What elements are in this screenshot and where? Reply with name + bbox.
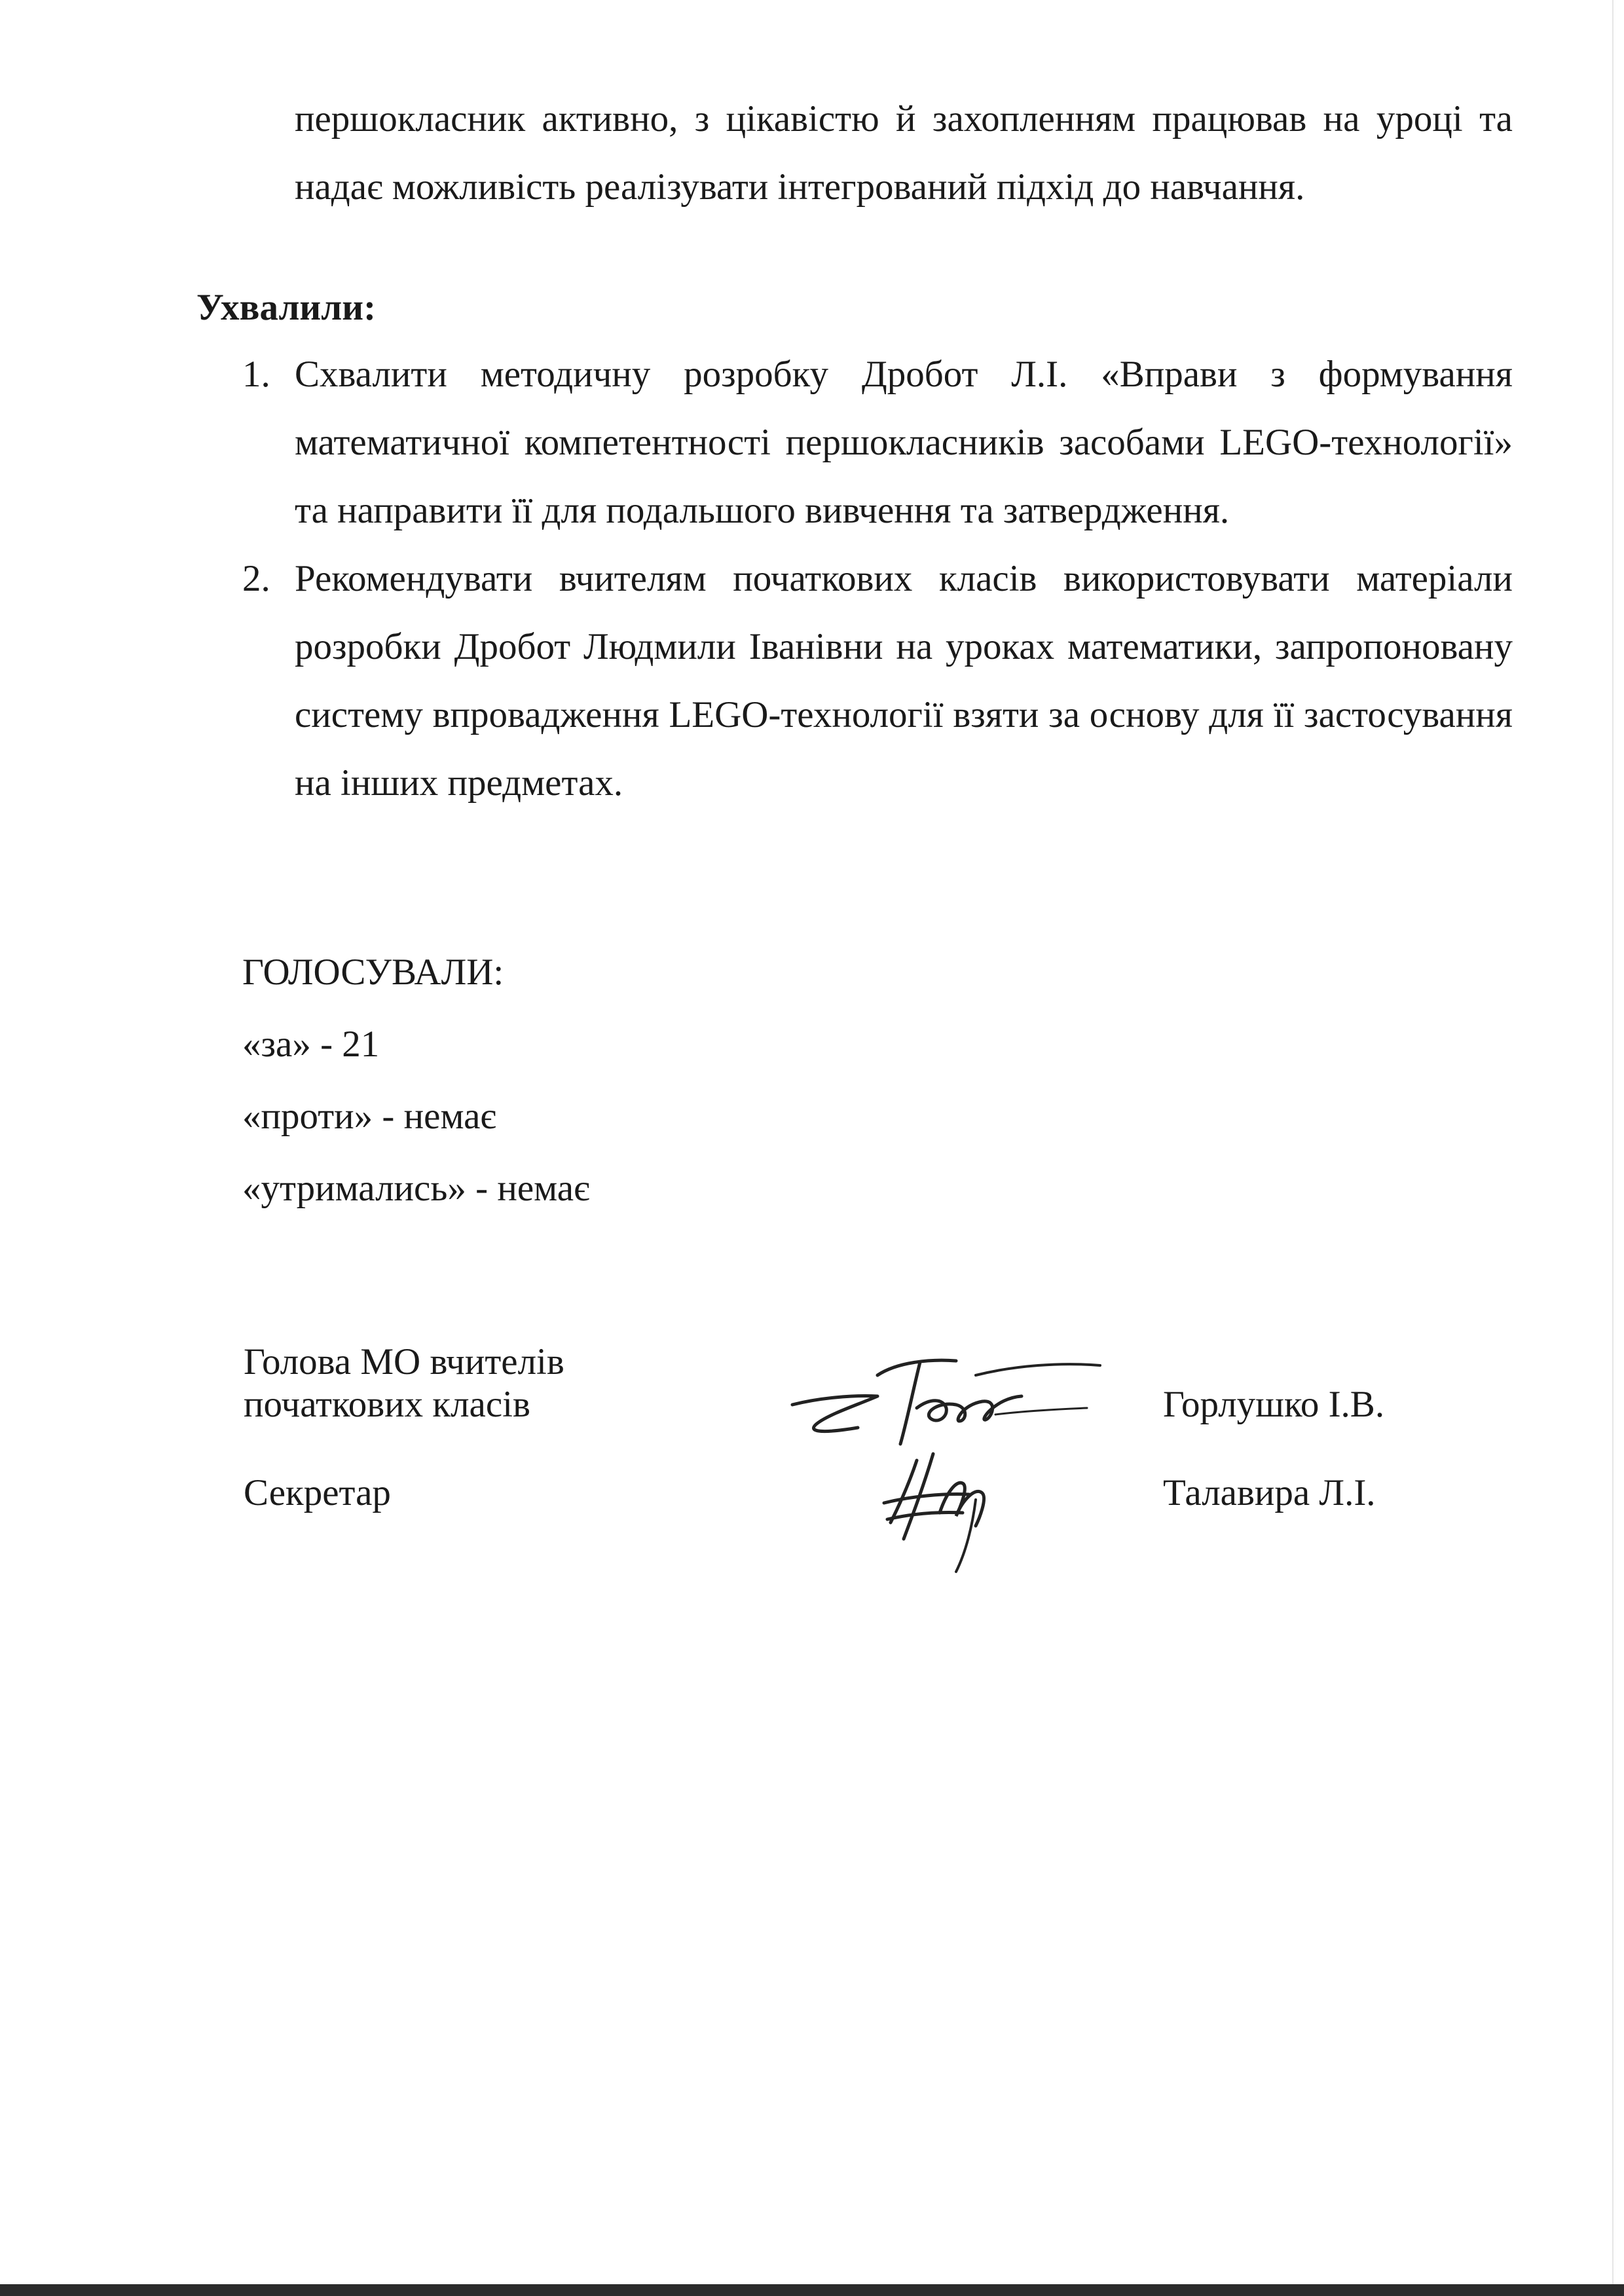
scan-bottom-bar <box>0 2284 1624 2296</box>
list-item-text: Схвалити методичну розробку Дробот Л.І. «Вправи з формування математичної компетентності першокласників засобами LEGO-технології» та направити її для подальшого вивчення та затвердження. <box>295 354 1513 531</box>
list-item <box>242 341 1513 545</box>
list-item-number: 2. <box>242 558 270 599</box>
secretary-signature <box>871 1441 1015 1578</box>
list-item-number: 1. <box>242 354 270 395</box>
vote-for: «за» - 21 <box>242 1024 380 1065</box>
chair-name: Горлушко І.В. <box>1163 1384 1385 1425</box>
list-item <box>242 545 1513 817</box>
scan-edge-line <box>1612 0 1614 2296</box>
intro-paragraph: першокласник активно, з цікавістю й захопленням працював на уроці та надає можливість реалізувати інтегрований підхід до навчання. <box>295 98 1513 208</box>
secretary-label: Секретар <box>244 1472 391 1513</box>
vote-against: «проти» - немає <box>242 1096 496 1137</box>
list-item-text: Рекомендувати вчителям початкових класів використовувати матеріали розробки Дробот Людмили Іванівни на уроках математики, запропоновану систему впровадження LEGO-технології взяти за основу для її застосування на інших предметах. <box>295 558 1513 804</box>
voting-title: ГОЛОСУВАЛИ: <box>242 952 504 993</box>
vote-abstained: «утримались» - немає <box>242 1168 590 1209</box>
voting-block <box>242 936 590 1225</box>
secretary-name: Талавира Л.І. <box>1163 1472 1376 1513</box>
decision-list <box>242 341 1513 817</box>
decision-heading: Ухвалили: <box>196 287 377 328</box>
chair-signature <box>779 1336 1120 1454</box>
chair-label-line1: Голова МО вчителів <box>244 1341 564 1382</box>
chair-label-line2: початкових класів <box>244 1384 530 1425</box>
